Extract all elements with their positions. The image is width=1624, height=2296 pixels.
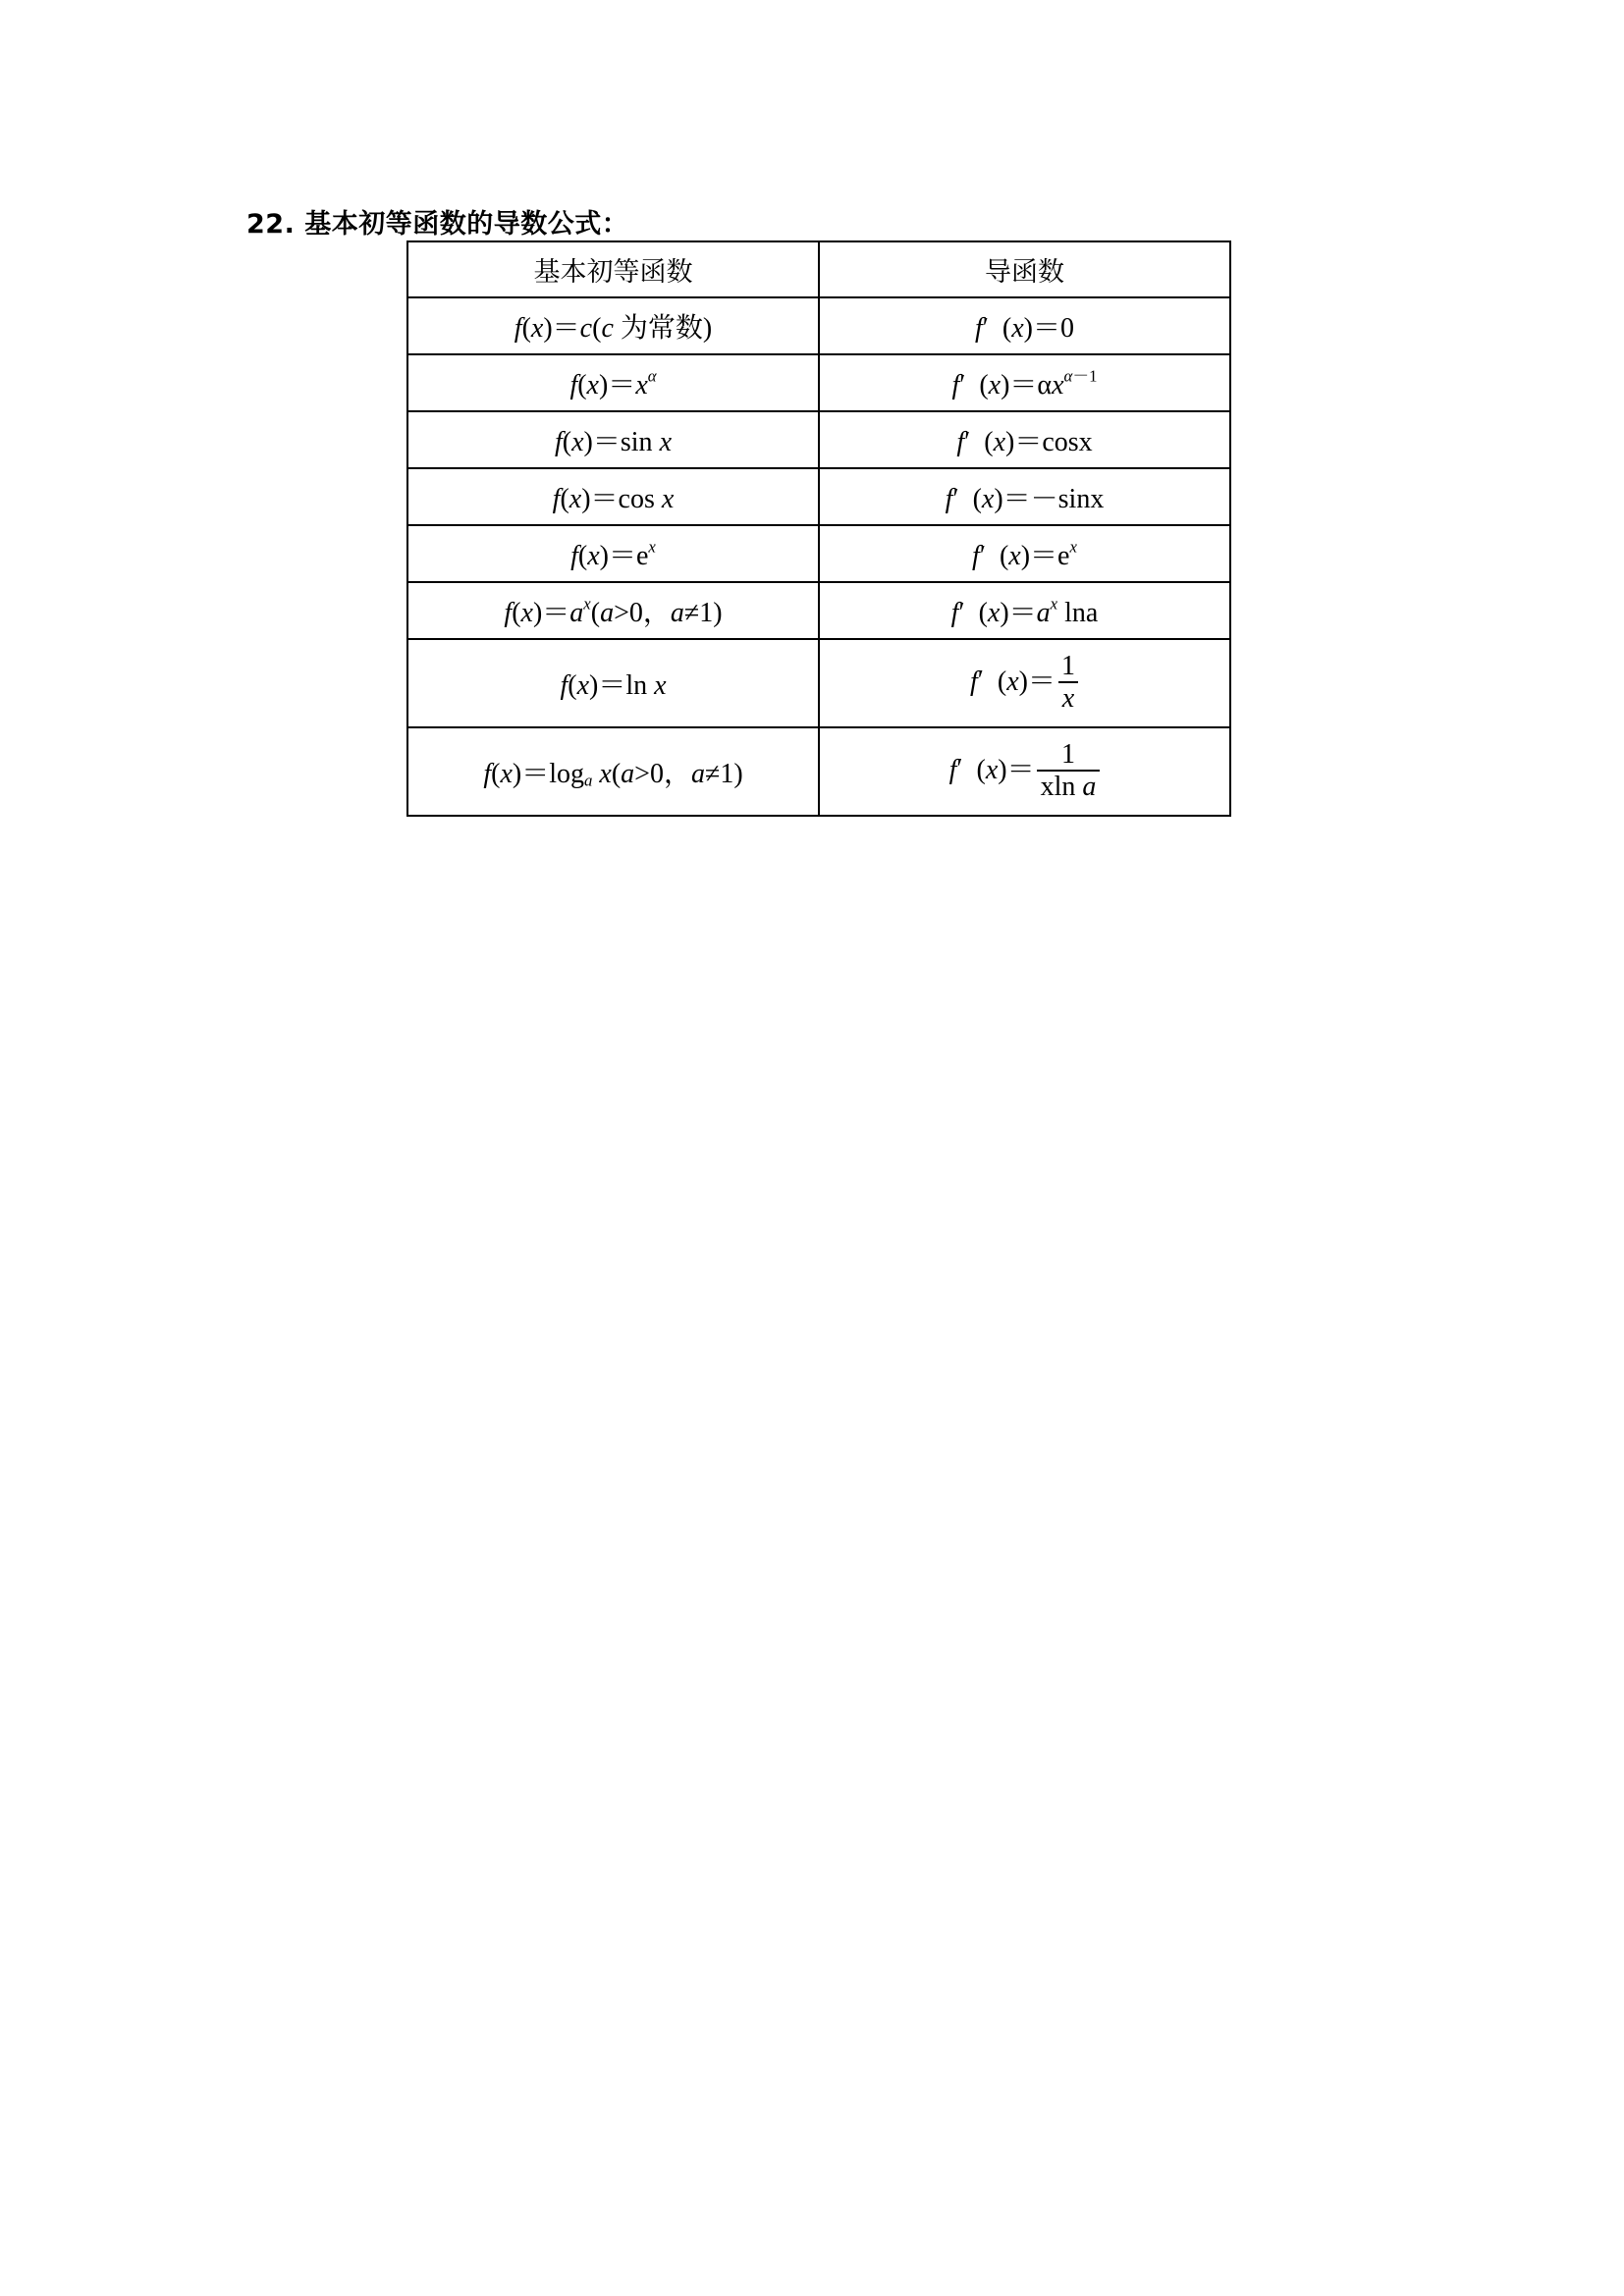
table-row: [407, 639, 1230, 727]
header-elementary-function: 基本初等函数: [407, 241, 819, 297]
derivative-cell: f′ $(x)=\alpha x^{\alpha-1}$: [819, 354, 1230, 411]
table-row: [407, 468, 1230, 525]
table-row: [407, 411, 1230, 468]
table-header-row: [407, 241, 1230, 297]
fraction: $\frac{1}{x}$: [1057, 652, 1079, 716]
formula-cell: f(x)＝sin x: [407, 411, 819, 468]
section-heading: 22. 基本初等函数的导数公式：: [246, 209, 629, 240]
derivative-cell: f′ (x)＝0: [819, 297, 1230, 354]
formula-cell: $f(x)=\log_a$ x(a>0，a≠1): [407, 727, 819, 816]
formula-cell: $f(x)=a^x(a>0$，a≠1): [407, 582, 819, 639]
formula-cell: $f(x)=e^x$: [407, 525, 819, 582]
table-row: [407, 727, 1230, 816]
derivative-cell: f′ (x)＝－sinx: [819, 468, 1230, 525]
derivative-cell: f′ (x)＝cosx: [819, 411, 1230, 468]
formula-cell: f(x)＝cos x: [407, 468, 819, 525]
derivative-cell: f′ (x)＝ $\frac{1}{x}$: [819, 639, 1230, 727]
derivative-cell: f′ (x)＝ $\frac{1}{\text{xln a}}$: [819, 727, 1230, 816]
table-row: [407, 297, 1230, 354]
formula-cell: f(x)＝ln x: [407, 639, 819, 727]
derivative-formula-table: [406, 240, 1231, 817]
table-row: [407, 582, 1230, 639]
fraction: $\frac{1}{\text{xln a}}$: [1037, 740, 1101, 804]
derivative-cell: f′ $(x)=e^x$: [819, 525, 1230, 582]
table-row: [407, 354, 1230, 411]
formula-cell: f(x)＝c(c 为常数): [407, 297, 819, 354]
formula-cell: $f(x)=x^\alpha$: [407, 354, 819, 411]
header-derivative: 导函数: [819, 241, 1230, 297]
derivative-cell: f′ $(x)=a^x$ lna: [819, 582, 1230, 639]
table-row: [407, 525, 1230, 582]
